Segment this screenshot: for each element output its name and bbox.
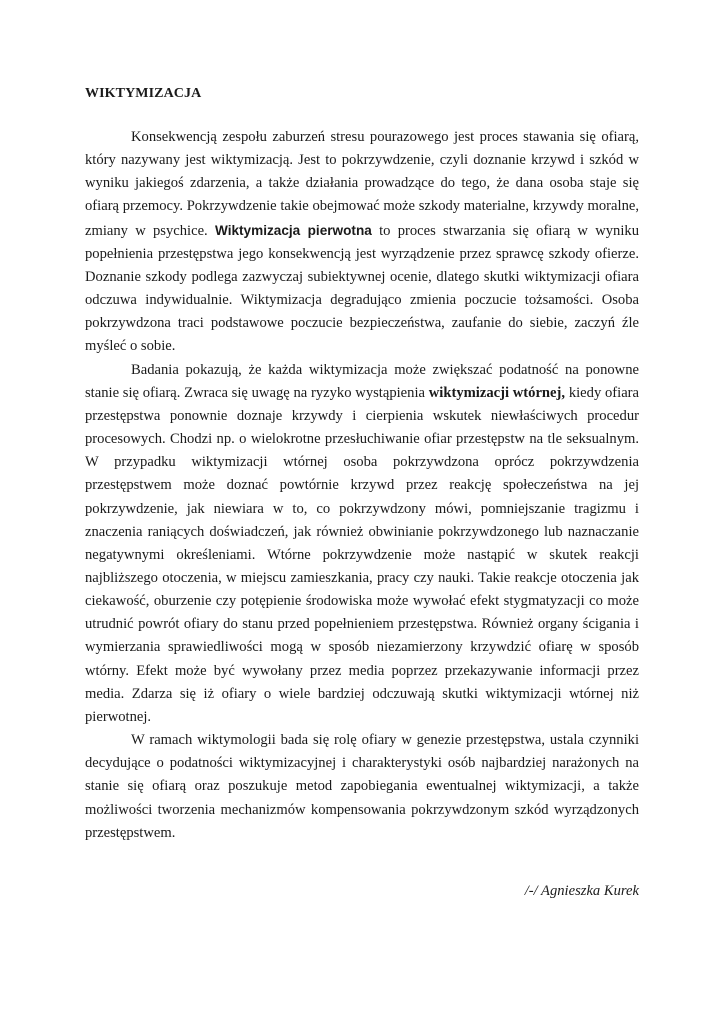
paragraph-1 bbox=[85, 126, 639, 359]
paragraph-3: W ramach wiktymologii bada się rolę ofiary w genezie przestępstwa, ustala czynniki decydujące o podatności wiktymizacyjnej i charakterystyki osób najbardziej narażonych na stanie się ofiarą oraz poszukuje metod zapobiegania ewentualnej wiktymizacji, a także możliwości tworzenia mechanizmów kompensowania pokrzywdzonym szkód wyrządzonych przestępstwem. bbox=[85, 732, 639, 841]
author-signature: /-/ Agnieszka Kurek bbox=[524, 882, 639, 899]
term-primary-victimization: Wiktymizacja pierwotna bbox=[214, 222, 372, 238]
paragraph-1-rest: to proces stwarzania się ofiarą w wyniku popełnienia przestępstwa jego konsekwencją jest wyrządzenie przez sprawcę szkody ofierze. Doznanie szkody podlega zazwyczaj subiektywnej ocenie, dlatego skutki wiktymizacji ofiara odczuwa indywidualnie. Wiktymizacja degradująco zmienia poczucie tożsamości. Osoba pokrzywdzona traci podstawowe poczucie bezpieczeństwa, zaufanie do siebie, zaczyń źle myśleć o sobie. bbox=[85, 222, 640, 355]
paragraph-2-rest: kiedy ofiara przestępstwa ponownie doznaje krzywdy i cierpienia wskutek niewłaściwych procedur procesowych. Chodzi np. o wielokrotne przesłuchiwanie ofiar przestępstw na tle seksualnym. W przypadku wiktymizacji wtórnej osoba pokrzywdzona oprócz pokrzywdzenia przestępstwem może doznać powtórnie krzywd przez reakcję społeczeństwa na jej pokrzywdzenie, jak niewiara w to, co pokrzywdzony mówi, pomniejszanie tragizmu i znaczenia raniących doświadczeń, jak również obwinianie pokrzywdzonego lub naznaczanie negatywnymi określeniami. Wtórne pokrzywdzenie może nastąpić w skutek reakcji najbliższego otoczenia, w miejscu zamieszkania, pracy czy nauki. Takie reakcje otoczenia jak ciekawość, oburzenie czy potępienie środowiska może wywołać efekt stygmatyzacji co może utrudnić powrót ofiary do stanu przed popełnieniem przestępstwa. Również organy ścigania i wymierzania sprawiedliwości mogą w sposób niezamierzony krzywdzić ofiarę w sposób wtórny. Efekt może być wywołany przez media poprzez przekazywanie informacji przez media. Zdarza się iż ofiary o wiele bardziej odczuwają skutki wiktymizacji wtórnej niż pierwotnej. bbox=[85, 384, 640, 725]
document-page bbox=[85, 84, 639, 903]
paragraph-2 bbox=[85, 359, 639, 730]
term-secondary-victimization: wiktymizacji wtórnej, bbox=[428, 384, 566, 401]
paragraph-2-intro: Badania pokazują, że każda wiktymizacja może zwiększać podatność na ponowne stanie się ofiarą. Zwraca się uwagę na ryzyko wystąpienia bbox=[85, 361, 639, 401]
paragraph-1-intro: Konsekwencją zespołu zaburzeń stresu pourazowego jest proces stawania się ofiarą, który nazywany jest wiktymizacją. Jest to pokrzywdzenie, czyli doznanie krzywd i szkód w wyniku jakiegoś zdarzenia, a także działania prowadzące do tego, że dana osoba staje się ofiarą przemocy. Pokrzywdzenie takie obejmować może szkody materialne, krzywdy moralne, zmiany w psychice. bbox=[85, 129, 639, 239]
document-title: WIKTYMIZACJA bbox=[85, 86, 202, 101]
